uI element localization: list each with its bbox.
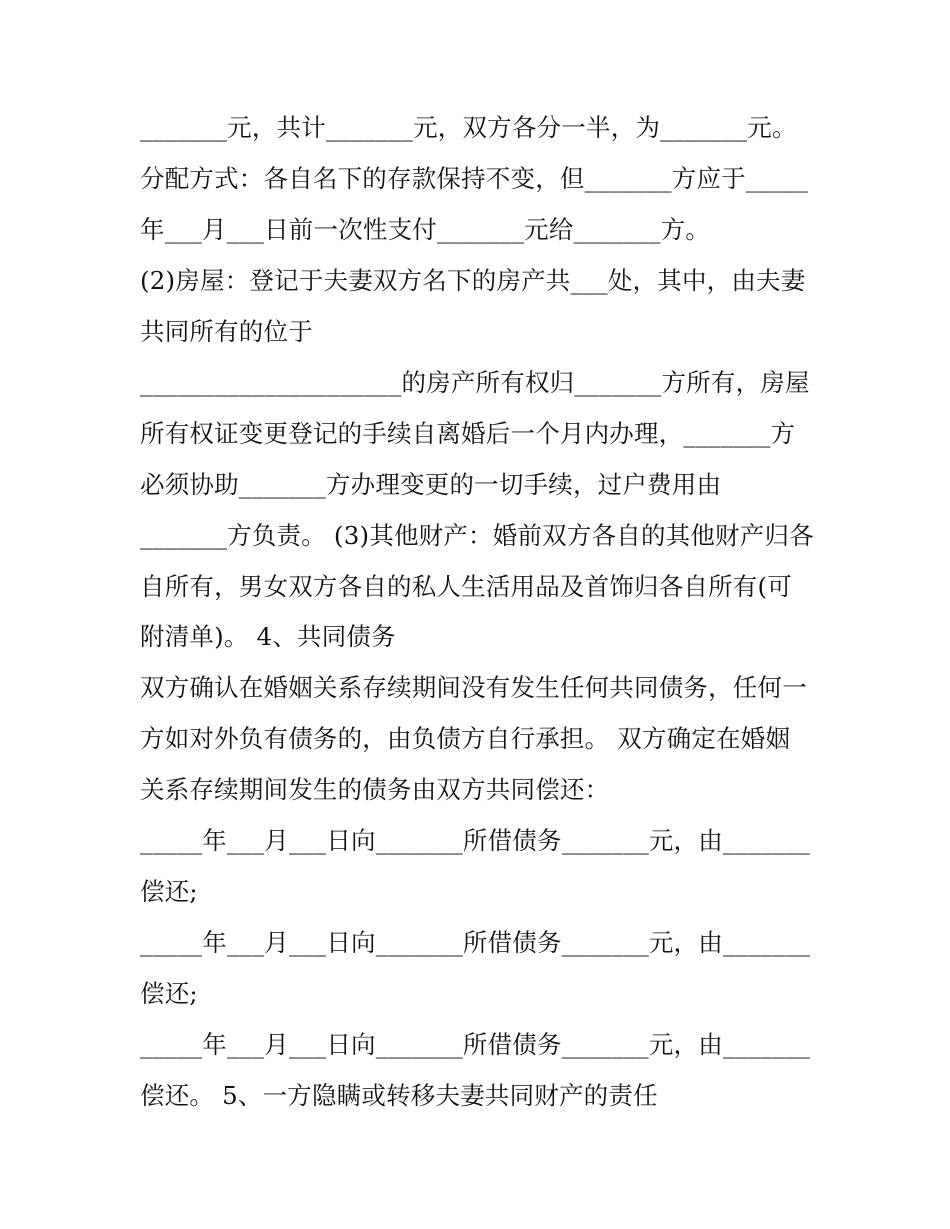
text-line: 年___月___日前一次性支付_______元给_______方。 — [140, 215, 711, 244]
text-line: _______元，共计_______元，双方各分一半，为_______元。 — [140, 113, 797, 142]
text-line: _____年___月___日向_______所借债务_______元，由_______ — [140, 826, 811, 855]
text-line: _______方负责。 (3)其他财产：婚前双方各自的其他财产归各 — [140, 521, 814, 550]
text-line: 双方确认在婚姻关系存续期间没有发生任何共同债务，任何一 — [140, 673, 807, 702]
text-line: 自所有，男女双方各自的私人生活用品及首饰归各自所有(可 — [140, 572, 792, 601]
text-line: 偿还。 5、一方隐瞒或转移夫妻共同财产的责任 — [140, 1081, 658, 1110]
text-line: _____年___月___日向_______所借债务_______元，由_______ — [140, 928, 811, 957]
text-line: 方如对外负有债务的，由负债方自行承担。 双方确定在婚姻 — [140, 724, 791, 753]
text-line: 必须协助_______方办理变更的一切手续，过户费用由 — [140, 470, 722, 499]
text-line: _____________________的房产所有权归_______方所有，房屋 — [140, 368, 810, 397]
text-line: 偿还; — [140, 877, 198, 906]
text-line: _____年___月___日向_______所借债务_______元，由_______ — [140, 1030, 811, 1059]
text-line: 关系存续期间发生的债务由双方共同偿还： — [140, 775, 610, 804]
text-line: (2)房屋：登记于夫妻双方名下的房产共___处，其中，由夫妻 — [140, 266, 806, 295]
text-line: 共同所有的位于 — [140, 317, 313, 346]
text-line: 分配方式：各自名下的存款保持不变，但_______方应于_____ — [140, 164, 809, 193]
text-line: 附清单)。 4、共同债务 — [140, 622, 396, 651]
text-line: 偿还; — [140, 979, 198, 1008]
text-line: 所有权证变更登记的手续自离婚后一个月内办理，_______方 — [140, 419, 796, 448]
